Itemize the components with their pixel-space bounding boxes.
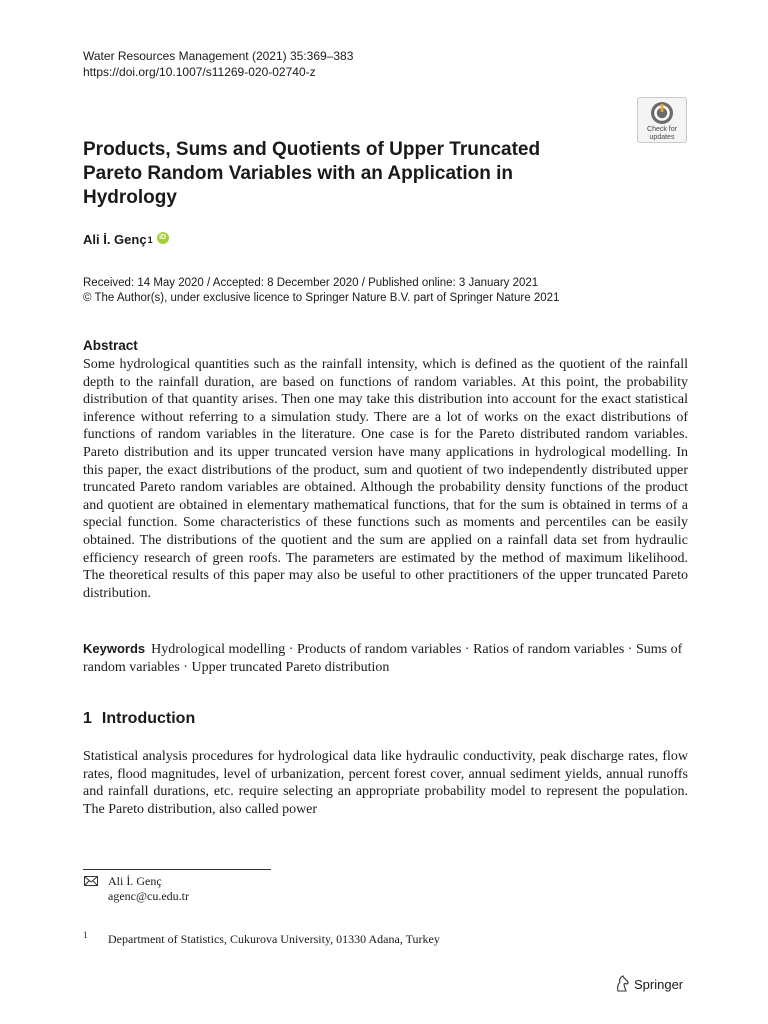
- publisher-logo: [614, 975, 683, 993]
- paper-title: Products, Sums and Quotients of Upper Truncated Pareto Random Variables with an Application in Hydrology: [83, 139, 541, 208]
- keywords-text: Hydrological modelling · Products of random variables · Ratios of random variables · Sums of random variables · Upper truncated Pareto distribution: [83, 642, 683, 675]
- section-heading: [83, 710, 195, 728]
- author-name: Ali İ. Genç: [83, 232, 147, 247]
- abstract-heading: Abstract: [83, 338, 138, 353]
- introduction-text: Statistical analysis procedures for hydrological data like hydraulic conductivity, peak discharge rates, flow rates, flood magnitudes, level of urbanization, percent forest cover, annual sediment yields, annual runoffs and rainfall durations, etc. require selecting an appropriate probability model to represent the population. The Pareto distribution, also called power: [83, 749, 688, 817]
- publication-dates: Received: 14 May 2020 / Accepted: 8 December 2020 / Published online: 3 January 2021: [83, 277, 539, 289]
- publisher-name: Springer: [634, 976, 684, 992]
- author-line: [83, 232, 169, 247]
- springer-horse-icon: [614, 975, 630, 993]
- section-number: 1: [83, 710, 92, 727]
- abstract-text: Some hydrological quantities such as the rainfall intensity, which is defined as the quotient of the rainfall depth to the rainfall duration, are based on functions of random variables. At this point, the probability distribution of that quantity arises. Then one may take this distribution into account for the exact statistical inference without referring to a simulation study. There are a lot of works on the exact distributions of functions of random variables in the literature. One case is for the Pareto distributed random variables. Pareto distribution and its upper truncated version have many applications in hydrological modelling. In this paper, the exact distributions of the product, sum and quotient of two independently distributed upper truncated Pareto random variables are obtained. Although the probability density functions of the product and quotient are obtained in elementary mathematical functions, that for the sum is obtained in terms of a special function. Some characteristics of these functions such as moments and percentiles can be easily obtained. The distributions of the quotient and the sum are applied on a rainfall data set from hydraulic efficiency research of green roofs. The parameters are estimated by the method of maximum likelihood. The theoretical results of this paper may also be useful to other practitioners of the upper truncated Pareto distribution.: [83, 357, 688, 601]
- check-updates-icon: [650, 101, 674, 125]
- check-for-updates-badge[interactable]: [637, 97, 687, 143]
- journal-citation: Water Resources Management (2021) 35:369–383: [83, 49, 354, 63]
- copyright-notice: © The Author(s), under exclusive licence to Springer Nature B.V. part of Springer Nature 2021: [83, 292, 560, 304]
- keywords-block: [83, 640, 688, 676]
- corresponding-author-email[interactable]: agenc@cu.edu.tr: [108, 889, 190, 903]
- author-affiliation-marker: 1: [147, 234, 153, 245]
- keywords-label: Keywords: [83, 641, 146, 656]
- doi-link[interactable]: https://doi.org/10.1007/s11269-020-02740-z: [83, 65, 316, 79]
- badge-label-2: updates: [649, 134, 675, 141]
- orcid-icon[interactable]: iD: [157, 232, 169, 244]
- footnote-divider: [83, 869, 271, 870]
- affiliation-number: 1: [83, 930, 88, 940]
- section-title: Introduction: [101, 710, 196, 727]
- corresponding-author-name: Ali İ. Genç: [108, 874, 162, 888]
- badge-label-1: Check for: [647, 126, 677, 133]
- affiliation-text: Department of Statistics, Cukurova University, 01330 Adana, Turkey: [108, 932, 440, 946]
- envelope-icon: [84, 876, 98, 886]
